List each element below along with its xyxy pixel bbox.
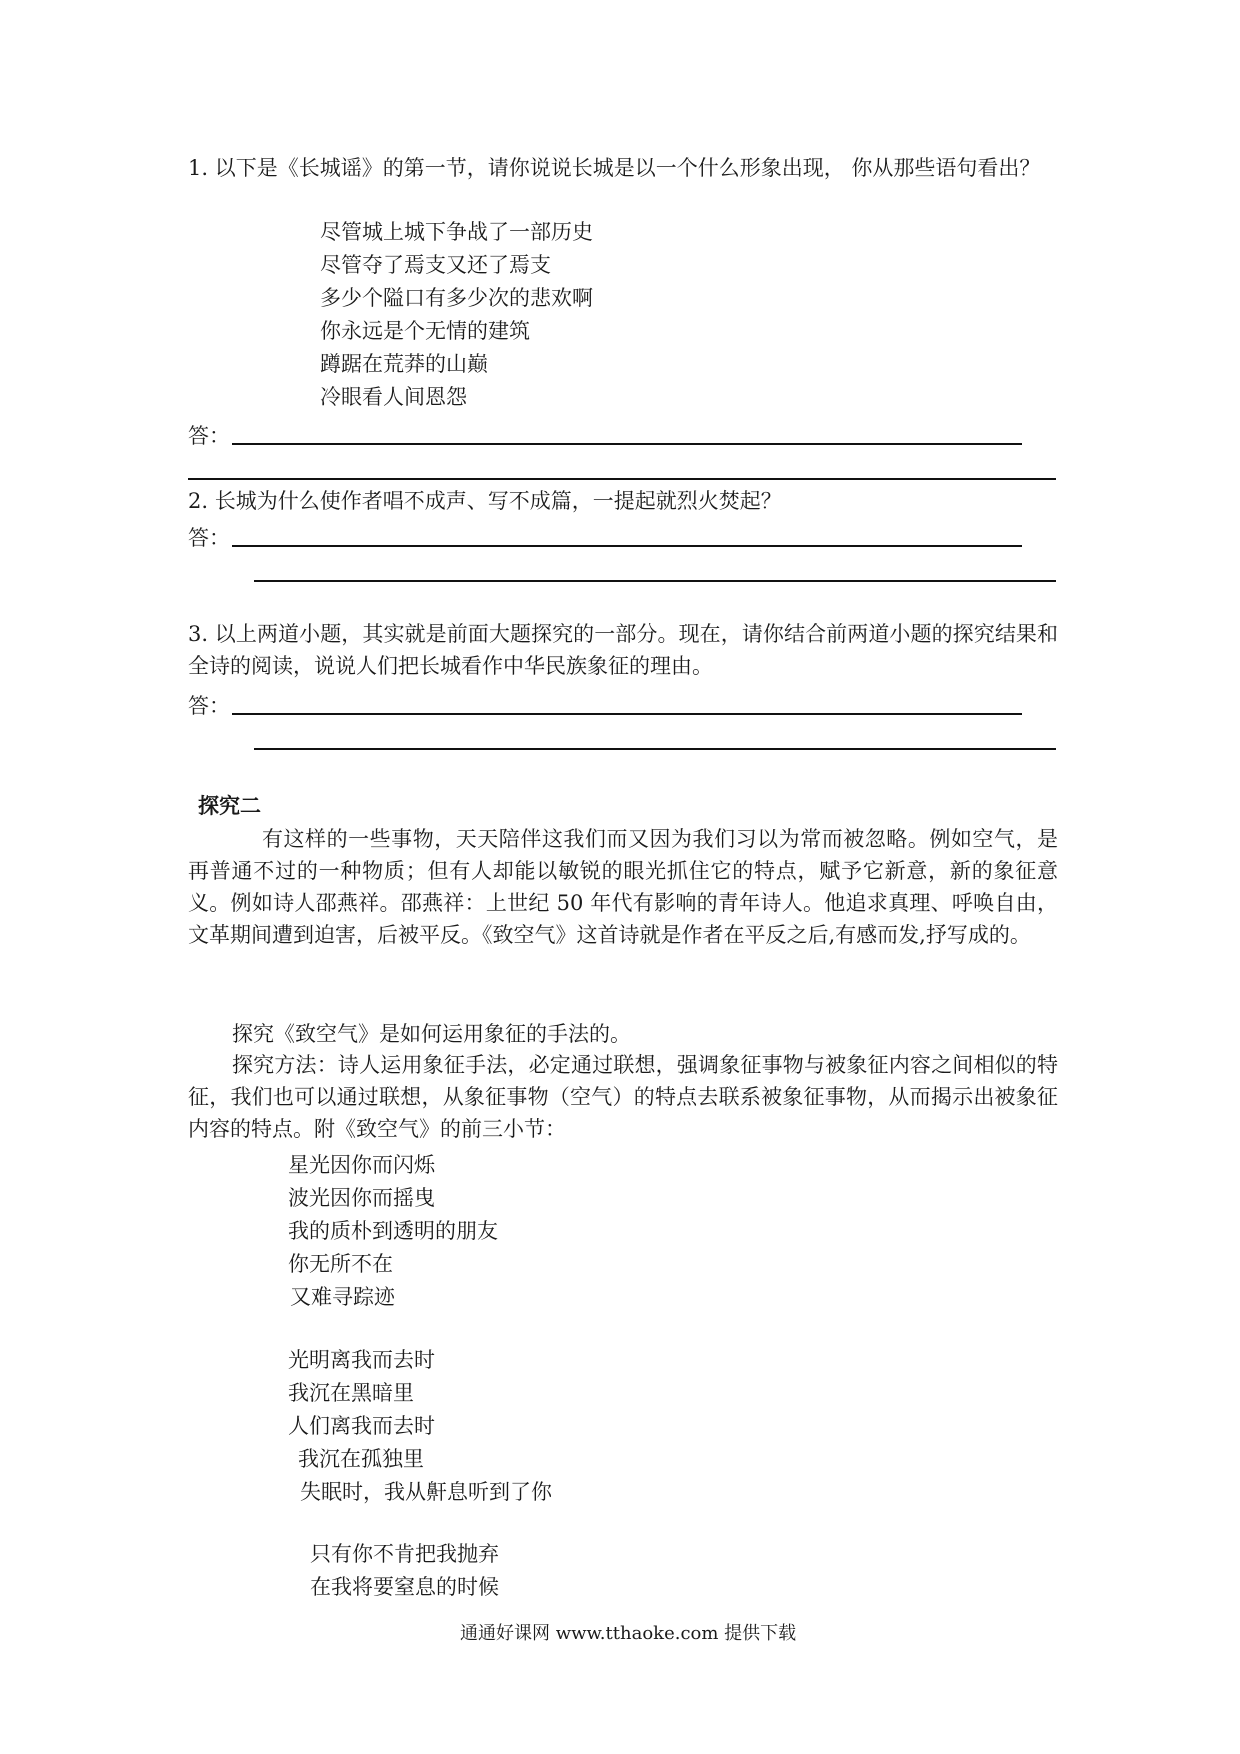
poem-line: 星光因你而闪烁 bbox=[288, 1153, 435, 1177]
question-1: 1. 以下是《长城谣》的第一节，请你说说长城是以一个什么形象出现， 你从那些语句看出？ bbox=[188, 156, 1041, 180]
poem-line: 我的质朴到透明的朋友 bbox=[288, 1219, 498, 1243]
answer-line-2b[interactable] bbox=[254, 580, 1056, 582]
poem-line: 冷眼看人间恩怨 bbox=[320, 385, 467, 409]
section-heading: 探究二 bbox=[198, 793, 261, 818]
poem-line: 人们离我而去时 bbox=[288, 1414, 435, 1438]
poem-line: 在我将要窒息的时候 bbox=[310, 1575, 499, 1599]
answer-line-2a[interactable] bbox=[232, 545, 1022, 547]
page-footer: 通通好课网 www.tthaoke.com 提供下载 bbox=[460, 1623, 797, 1644]
poem-line: 光明离我而去时 bbox=[288, 1348, 435, 1372]
answer-label-3: 答： bbox=[188, 694, 230, 718]
answer-label-1: 答： bbox=[188, 424, 230, 448]
answer-line-1a[interactable] bbox=[232, 443, 1022, 445]
poem-line: 你永远是个无情的建筑 bbox=[320, 319, 530, 343]
poem-line: 又难寻踪迹 bbox=[290, 1285, 395, 1309]
answer-line-3b[interactable] bbox=[254, 748, 1056, 750]
poem-stanza-2 bbox=[288, 1344, 552, 1509]
poem-line: 我沉在孤独里 bbox=[298, 1447, 424, 1471]
question-2: 2. 长城为什么使作者唱不成声、写不成篇，一提起就烈火焚起？ bbox=[188, 489, 782, 513]
poem-line: 波光因你而摇曳 bbox=[288, 1186, 435, 1210]
poem-line: 尽管夺了焉支又还了焉支 bbox=[320, 253, 551, 277]
poem-line: 失眠时，我从鼾息听到了你 bbox=[300, 1480, 552, 1504]
method-paragraph: 探究方法：诗人运用象征手法，必定通过联想，强调象征事物与被象征内容之间相似的特征，我们也可以通过联想，从象征事物（空气）的特点去联系被象征事物，从而揭示出被象征内容的特点。附《致空气》的前三小节： bbox=[188, 1053, 1058, 1141]
poem-line: 蹲踞在荒莽的山巅 bbox=[320, 352, 488, 376]
task-text: 探究《致空气》是如何运用象征的手法的。 bbox=[232, 1022, 631, 1046]
poem-line: 尽管城上城下争战了一部历史 bbox=[320, 220, 593, 244]
poem-line: 多少个隘口有多少次的悲欢啊 bbox=[320, 286, 593, 310]
answer-line-1b[interactable] bbox=[188, 478, 1056, 480]
poem-line: 你无所不在 bbox=[288, 1252, 393, 1276]
answer-label-2: 答： bbox=[188, 526, 230, 550]
poem-stanza-1 bbox=[288, 1149, 498, 1314]
poem-changcheng bbox=[320, 216, 593, 414]
poem-line: 只有你不肯把我抛弃 bbox=[310, 1542, 499, 1566]
question-3: 3. 以上两道小题，其实就是前面大题探究的一部分。现在，请你结合前两道小题的探究结果和全诗的阅读，说说人们把长城看作中华民族象征的理由。 bbox=[188, 622, 1058, 678]
intro-paragraph: 有这样的一些事物，天天陪伴这我们而又因为我们习以为常而被忽略。例如空气，是再普通不过的一种物质；但有人却能以敏锐的眼光抓住它的特点，赋予它新意，新的象征意义。例如诗人邵燕祥。邵燕祥：上世纪 50 年代有影响的青年诗人。他追求真理、呼唤自由，文革期间遭到迫害，后被平反。《致空气》这首诗就是作者在平反之后,有感而发,抒写成的。 bbox=[188, 827, 1058, 947]
poem-stanza-3 bbox=[310, 1538, 499, 1604]
poem-line: 我沉在黑暗里 bbox=[288, 1381, 414, 1405]
answer-line-3a[interactable] bbox=[232, 713, 1022, 715]
